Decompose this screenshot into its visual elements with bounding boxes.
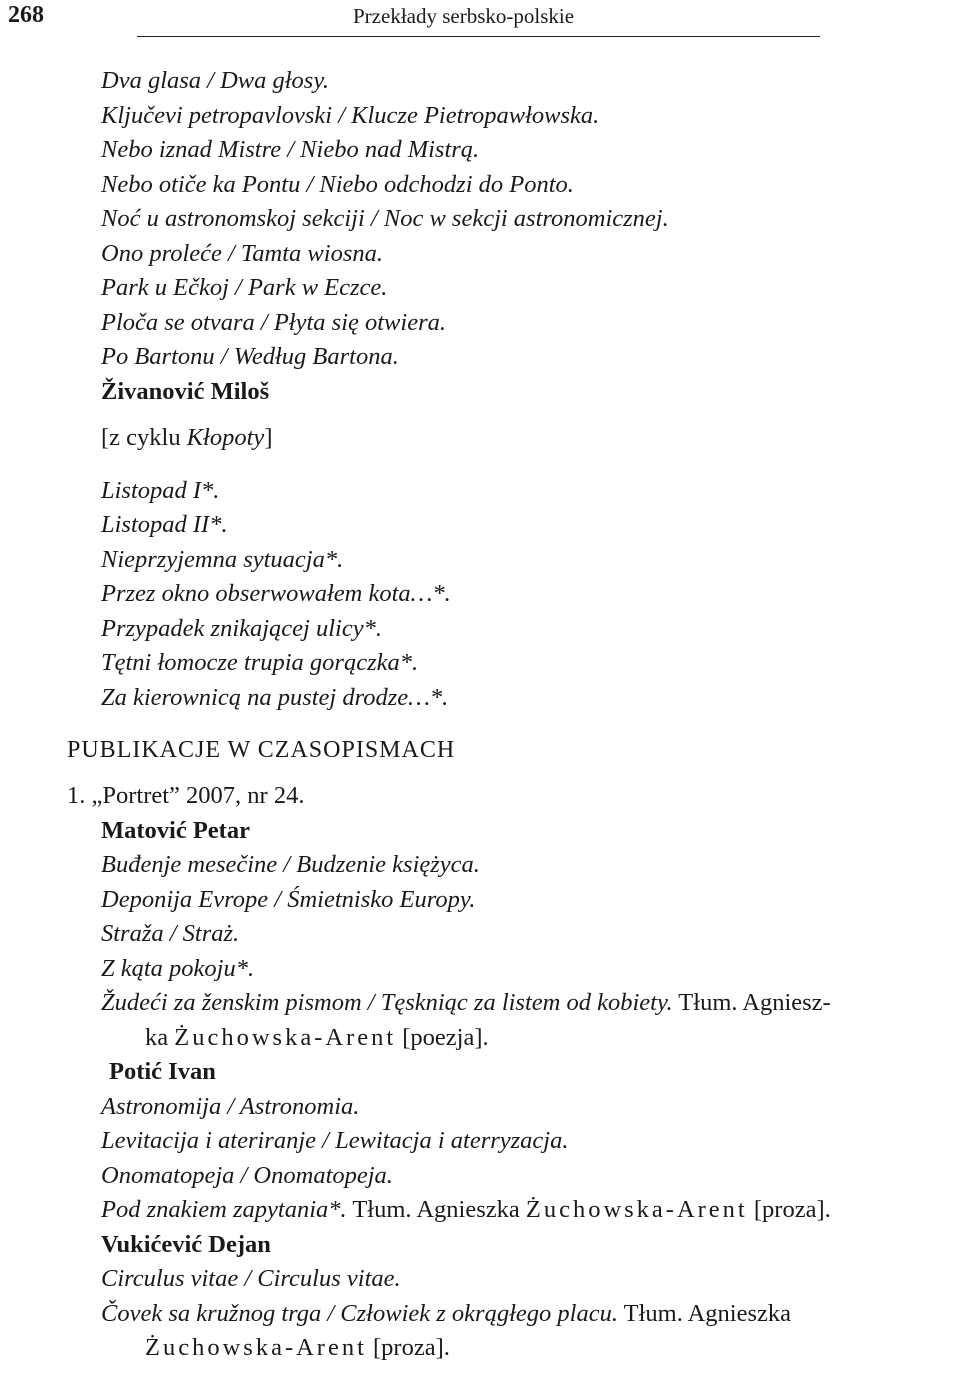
entry-title: Žudeći za ženskim pismom / Tęskniąc za listem od kobiety. — [101, 989, 673, 1016]
cycle-note — [101, 421, 956, 456]
cycle-suffix: ] — [264, 424, 273, 451]
spacer — [101, 767, 956, 779]
list-item: Levitacija i ateriranje / Lewitacja i aterryzacja. — [101, 1127, 569, 1154]
page-number: 268 — [8, 2, 44, 28]
cycle-prefix: [z cyklu — [101, 424, 187, 451]
list-item: Listopad I*. — [101, 476, 220, 504]
list-item: Tętni łomocze trupia gorączka*. — [101, 649, 419, 676]
list-item: Dva glasa / Dwa głosy. — [101, 67, 329, 94]
list-item: Park u Ečkoj / Park w Eczce. — [101, 274, 388, 301]
page-content — [67, 64, 956, 1366]
list-item — [101, 1193, 956, 1228]
spacer — [101, 456, 956, 474]
author-name: Živanović Miloš — [101, 377, 270, 405]
list-item: Nebo iznad Mistre / Niebo nad Mistrą. — [101, 136, 480, 163]
list-item: Ključevi petropavlovski / Klucze Pietropawłowska. — [101, 101, 600, 129]
numbered-item: 1. „Portret” 2007, nr 24. — [67, 782, 305, 809]
author-name: Potić Ivan — [109, 1058, 216, 1085]
list-item: Przez okno obserwowałem kota…*. — [101, 580, 451, 607]
list-item: Buđenje mesečine / Budzenie księżyca. — [101, 851, 480, 878]
list-item: Po Bartonu / Według Bartona. — [101, 343, 399, 370]
entry-title: Čovek sa kružnog trga / Człowiek z okrągłego placu. — [101, 1299, 618, 1327]
list-item: Z kąta pokoju*. — [101, 954, 255, 982]
list-item: Noć u astronomskoj sekciji / Noc w sekcji astronomicznej. — [101, 205, 669, 232]
entry-genre: [proza]. — [747, 1196, 831, 1223]
list-item: Ploča se otvara / Płyta się otwiera. — [101, 308, 446, 336]
author-name: Vukićević Dejan — [101, 1230, 271, 1258]
running-head: Przekłady serbsko-polskie — [353, 4, 575, 28]
entry-translator-note: Tłum. Agnieszka — [617, 1299, 792, 1327]
translator-name: Żuchowska-Arent — [525, 1196, 748, 1223]
list-item: Deponija Evrope / Śmietnisko Europy. — [101, 885, 476, 913]
entry-genre: [poezja]. — [396, 1023, 489, 1051]
entry-translator-note: Tłum. Agnieszka — [346, 1196, 526, 1223]
list-item — [101, 986, 956, 1021]
list-item: Przypadek znikającej ulicy*. — [101, 614, 382, 642]
list-item: Za kierownicą na pustej drodze…*. — [101, 683, 449, 711]
list-item-continuation — [101, 1021, 956, 1056]
list-item-continuation — [101, 1331, 956, 1366]
list-item — [101, 1297, 956, 1332]
entry-translator-note: Tłum. Agniesz- — [672, 989, 831, 1016]
list-item: Circulus vitae / Circulus vitae. — [101, 1265, 401, 1292]
spacer — [101, 715, 956, 733]
list-item: Listopad II*. — [101, 511, 228, 538]
translator-name: Żuchowska-Arent — [174, 1023, 397, 1051]
list-item: Nieprzyjemna sytuacja*. — [101, 545, 344, 573]
list-item: Ono proleće / Tamta wiosna. — [101, 239, 383, 267]
translator-name: Żuchowska-Arent — [145, 1334, 367, 1361]
entry-genre: [proza]. — [366, 1334, 450, 1361]
cycle-title: Kłopoty — [186, 424, 265, 451]
list-item: Straža / Straż. — [101, 920, 240, 947]
spacer — [101, 409, 956, 421]
header-rule — [137, 36, 820, 37]
entry-title: Pod znakiem zapytania*. — [101, 1196, 347, 1223]
section-heading: PUBLIKACJE W CZASOPISMACH — [67, 737, 456, 763]
entry-continuation: ka — [145, 1023, 175, 1051]
list-item: Nebo otiče ka Pontu / Niebo odchodzi do Ponto. — [101, 170, 574, 198]
list-item: Onomatopeja / Onomatopeja. — [101, 1161, 393, 1189]
list-item: Astronomija / Astronomia. — [101, 1092, 360, 1120]
author-name: Matović Petar — [101, 816, 250, 844]
